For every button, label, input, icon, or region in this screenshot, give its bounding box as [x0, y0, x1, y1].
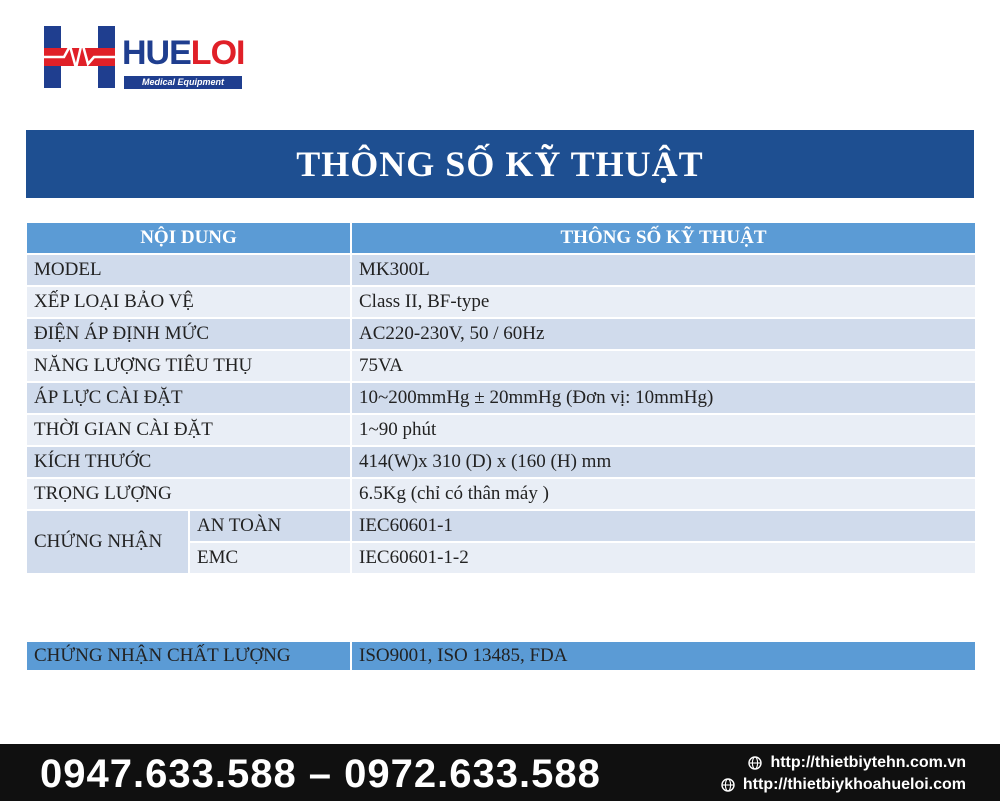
logo — [40, 24, 244, 90]
quality-label: CHỨNG NHẬN CHẤT LƯỢNG — [26, 641, 351, 671]
footer-urls — [721, 752, 966, 796]
url-line — [721, 752, 966, 774]
table-row — [26, 254, 976, 286]
quality-value: ISO9001, ISO 13485, FDA — [351, 641, 976, 671]
footer-phones: 0947.633.588 – 0972.633.588 — [40, 752, 601, 796]
row-value: 6.5Kg (chỉ có thân máy ) — [351, 478, 976, 510]
certification-item-value: IEC60601-1 — [351, 510, 976, 542]
row-label: NĂNG LƯỢNG TIÊU THỤ — [26, 350, 351, 382]
page-title: THÔNG SỐ KỸ THUẬT — [26, 130, 974, 198]
logo-tagline: Medical Equipment — [124, 76, 242, 89]
row-label: THỜI GIAN CÀI ĐẶT — [26, 414, 351, 446]
table-row — [26, 446, 976, 478]
spec-table — [25, 221, 977, 575]
row-value: 414(W)x 310 (D) x (160 (H) mm — [351, 446, 976, 478]
header-specs: THÔNG SỐ KỸ THUẬT — [351, 222, 976, 254]
table-row — [26, 286, 976, 318]
row-value: MK300L — [351, 254, 976, 286]
row-label: ÁP LỰC CÀI ĐẶT — [26, 382, 351, 414]
certification-item-value: IEC60601-1-2 — [351, 542, 976, 574]
row-label: ĐIỆN ÁP ĐỊNH MỨC — [26, 318, 351, 350]
certification-label: CHỨNG NHẬN — [26, 510, 189, 574]
logo-wordmark-part2: LOI — [190, 34, 245, 72]
table-row — [26, 478, 976, 510]
row-label: TRỌNG LƯỢNG — [26, 478, 351, 510]
url-line — [721, 774, 966, 796]
table-row — [26, 414, 976, 446]
row-value: AC220-230V, 50 / 60Hz — [351, 318, 976, 350]
header-content: NỘI DUNG — [26, 222, 351, 254]
logo-wordmark-part1: HUE — [122, 34, 191, 72]
table-header-row — [26, 222, 976, 254]
globe-icon — [748, 756, 762, 770]
website-link[interactable]: http://thietbiytehn.com.vn — [770, 754, 966, 771]
row-label: MODEL — [26, 254, 351, 286]
certification-item-label: EMC — [189, 542, 351, 574]
row-value: 10~200mmHg ± 20mmHg (Đơn vị: 10mmHg) — [351, 382, 976, 414]
row-label: KÍCH THƯỚC — [26, 446, 351, 478]
table-row — [26, 350, 976, 382]
quality-certification-row — [25, 640, 977, 672]
logo-wordmark — [122, 36, 244, 70]
website-link[interactable]: http://thietbiykhoahueloi.com — [742, 776, 966, 793]
table-row — [26, 382, 976, 414]
globe-icon — [721, 778, 735, 792]
table-row — [26, 510, 976, 542]
row-value: 1~90 phút — [351, 414, 976, 446]
table-row — [26, 318, 976, 350]
row-value: Class II, BF-type — [351, 286, 976, 318]
row-value: 75VA — [351, 350, 976, 382]
row-label: XẾP LOẠI BẢO VỆ — [26, 286, 351, 318]
certification-item-label: AN TOÀN — [189, 510, 351, 542]
